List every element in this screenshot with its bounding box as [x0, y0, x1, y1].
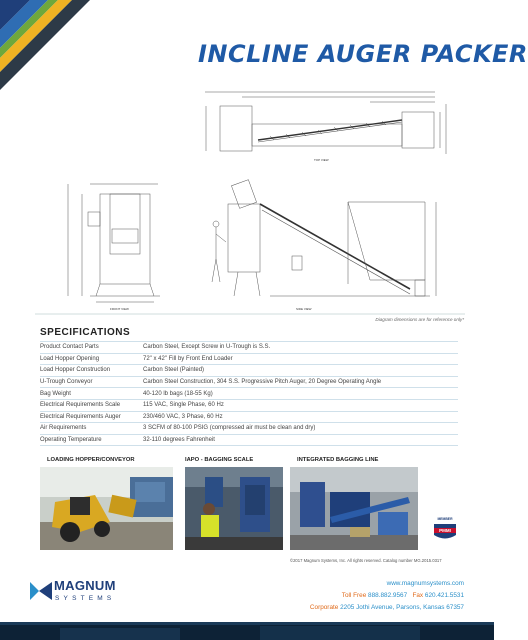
logo-name: MAGNUM	[54, 578, 116, 593]
spec-value: 230/460 VAC, 3 Phase, 60 Hz	[143, 411, 458, 423]
photo-label-bagging-line: INTEGRATED BAGGING LINE	[297, 457, 379, 463]
fax-label: Fax	[412, 592, 424, 599]
spec-row	[40, 434, 458, 446]
photo-label-loading-hopper: LOADING HOPPER/CONVEYOR	[47, 457, 135, 463]
magnum-logo-icon	[30, 580, 52, 602]
spec-row	[40, 365, 458, 377]
spec-value: 115 VAC, Single Phase, 60 Hz	[143, 399, 458, 411]
side-view-drawing	[212, 180, 436, 296]
spec-row	[40, 411, 458, 423]
spec-label: Product Contact Parts	[40, 342, 143, 354]
toll-free-number: 888.882.9567	[368, 592, 408, 599]
spec-row	[40, 376, 458, 388]
diagram-note: Diagram dimensions are for reference only*	[375, 317, 464, 322]
page-title: INCLINE AUGER PACKER	[198, 40, 528, 68]
front-view-drawing	[68, 184, 160, 302]
spec-label: U-Trough Conveyor	[40, 376, 143, 388]
top-view-drawing	[205, 92, 446, 154]
copyright-text: ©2017 Magnum Systems, Inc. All rights reserved. Catalog number MG.2015.0317	[290, 558, 442, 563]
spec-value: 40-120 lb bags (18-55 Kg)	[143, 388, 458, 400]
svg-text:PMMI: PMMI	[439, 528, 451, 534]
spec-label: Bag Weight	[40, 388, 143, 400]
spec-value: 3 SCFM of 80-100 PSIG (compressed air must be clean and dry)	[143, 423, 458, 435]
corporate-address: 2205 Jothi Avenue, Parsons, Kansas 67357	[340, 604, 464, 611]
footer-band	[0, 622, 494, 640]
spec-label: Electrical Requirements Auger	[40, 411, 143, 423]
address-line	[310, 604, 464, 611]
specifications-heading: SPECIFICATIONS	[40, 327, 131, 338]
website-link[interactable]: www.magnumsystems.com	[386, 580, 464, 587]
pmmi-logo-icon	[432, 522, 458, 542]
corner-stripes-graphic	[0, 0, 90, 90]
spec-value: Carbon Steel, Except Screw in U-Trough is S.S.	[143, 342, 458, 354]
spec-label: Load Hopper Construction	[40, 365, 143, 377]
spec-label: Electrical Requirements Scale	[40, 399, 143, 411]
bagging-scale-photo	[185, 467, 283, 550]
spec-value: 72" x 42" Fill by Front End Loader	[143, 353, 458, 365]
member-label: MEMBER	[437, 517, 453, 521]
spec-row	[40, 388, 458, 400]
corporate-label: Corporate	[309, 604, 339, 611]
toll-free-label: Toll Free	[341, 592, 367, 599]
spec-row	[40, 353, 458, 365]
spec-label: Load Hopper Opening	[40, 353, 143, 365]
front-view-label: FRONT VIEW	[110, 307, 129, 311]
technical-drawing	[30, 84, 470, 320]
specifications-table	[40, 341, 458, 446]
spec-row	[40, 399, 458, 411]
pmmi-member-badge	[430, 517, 460, 542]
photo-label-bagging-scale: IAPO - BAGGING SCALE	[185, 457, 254, 463]
spec-row	[40, 423, 458, 435]
top-view-label: TOP VIEW	[314, 158, 329, 162]
spec-label: Operating Temperature	[40, 434, 143, 446]
spec-value: Carbon Steel (Painted)	[143, 365, 458, 377]
bagging-line-photo	[290, 467, 418, 550]
phone-line	[342, 592, 464, 599]
spec-value: 32-110 degrees Fahrenheit	[143, 434, 458, 446]
magnum-logo	[30, 578, 150, 614]
loading-hopper-photo	[40, 467, 173, 550]
spec-value: Carbon Steel Construction, 304 S.S. Progressive Pitch Auger, 20 Degree Operating Angle	[143, 376, 458, 388]
fax-number: 620.421.5531	[424, 592, 464, 599]
logo-subtitle: SYSTEMS	[55, 595, 116, 602]
side-view-label: SIDE VIEW	[296, 307, 312, 311]
spec-row	[40, 342, 458, 354]
spec-label: Air Requirements	[40, 423, 143, 435]
